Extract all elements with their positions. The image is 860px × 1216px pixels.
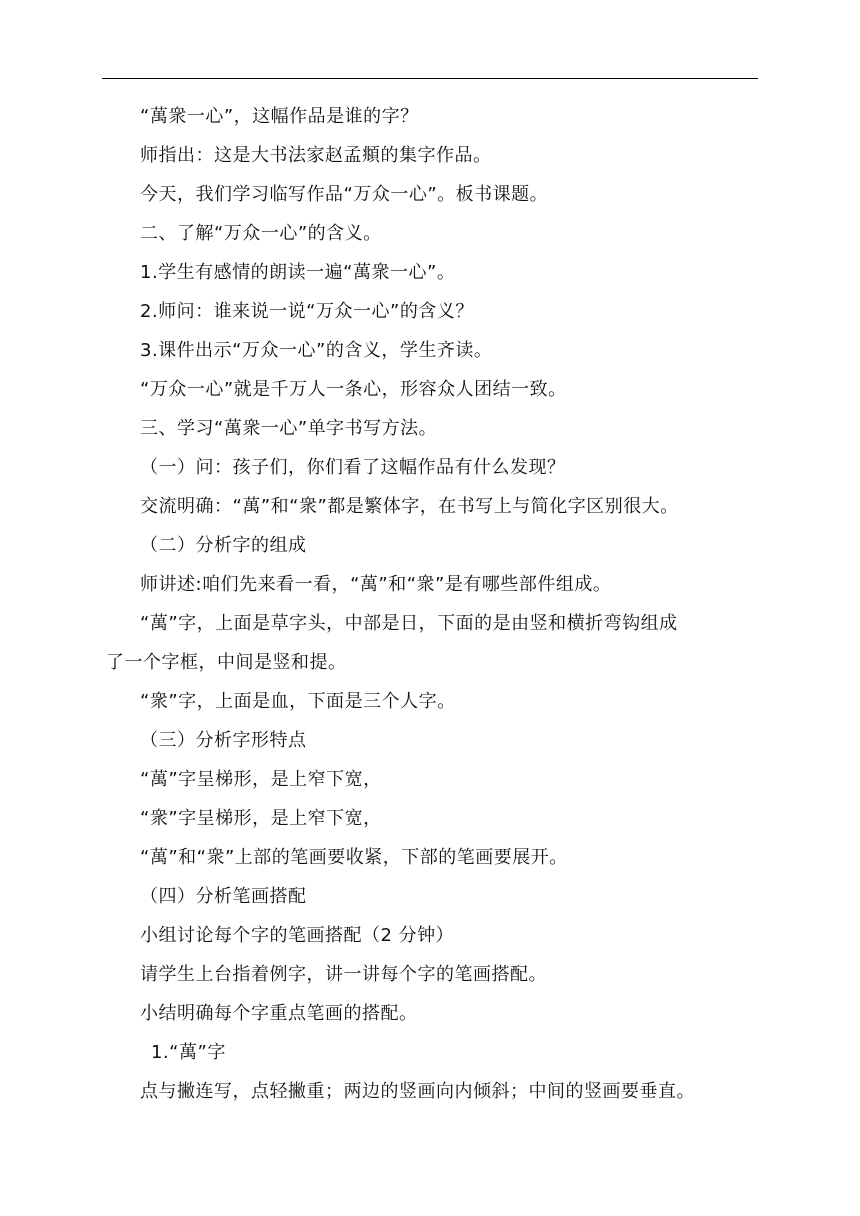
paragraph: “萬”字，上面是草字头，中部是日，下面的是由竖和横折弯钩组成 <box>140 613 678 634</box>
subsection-heading: （一）问：孩子们，你们看了这幅作品有什么发现？ <box>140 457 566 478</box>
paragraph: 师讲述:咱们先来看一看，“萬”和“衆”是有哪些部件组成。 <box>140 574 612 595</box>
paragraph: “衆”字呈梯形，是上窄下宽， <box>140 808 382 829</box>
paragraph: “萬”和“衆”上部的笔画要收紧，下部的笔画要展开。 <box>140 847 568 868</box>
subsection-heading: （二）分析字的组成 <box>140 535 307 556</box>
subsection-heading: （三）分析字形特点 <box>140 730 307 751</box>
section-heading: 三、学习“萬衆一心”单字书写方法。 <box>140 418 438 439</box>
paragraph: “萬”字呈梯形，是上窄下宽， <box>140 769 382 790</box>
paragraph: 小组讨论每个字的笔画搭配（2 分钟） <box>140 925 455 946</box>
subsection-heading: （四）分析笔画搭配 <box>140 886 307 907</box>
paragraph: 今天，我们学习临写作品“万众一心”。板书课题。 <box>140 184 549 205</box>
list-item: 2.师问：谁来说一说“万众一心”的含义？ <box>140 301 474 322</box>
header-rule <box>102 78 758 79</box>
paragraph: “衆”字，上面是血，下面是三个人字。 <box>140 691 456 712</box>
paragraph: “萬衆一心”，这幅作品是谁的字？ <box>140 106 419 127</box>
paragraph: 请学生上台指着例字，讲一讲每个字的笔画搭配。 <box>140 964 547 985</box>
list-item: 3.课件出示“万众一心”的含义，学生齐读。 <box>140 340 493 361</box>
list-item: 1.学生有感情的朗读一遍“萬衆一心”。 <box>140 262 456 283</box>
paragraph: 点与撇连写，点轻撇重；两边的竖画向内倾斜；中间的竖画要垂直。 <box>140 1081 695 1102</box>
paragraph: 交流明确：“萬”和“衆”都是繁体字，在书写上与简化字区别很大。 <box>140 496 679 517</box>
paragraph: “万众一心”就是千万人一条心，形容众人团结一致。 <box>140 379 567 400</box>
list-item: 1.“萬”字 <box>151 1042 226 1063</box>
section-heading: 二、了解“万众一心”的含义。 <box>140 223 382 244</box>
document-body <box>0 97 860 1111</box>
paragraph: 师指出：这是大书法家赵孟頫的集字作品。 <box>140 145 492 166</box>
paragraph-continuation: 了一个字框，中间是竖和提。 <box>106 652 347 673</box>
paragraph: 小结明确每个字重点笔画的搭配。 <box>140 1003 418 1024</box>
